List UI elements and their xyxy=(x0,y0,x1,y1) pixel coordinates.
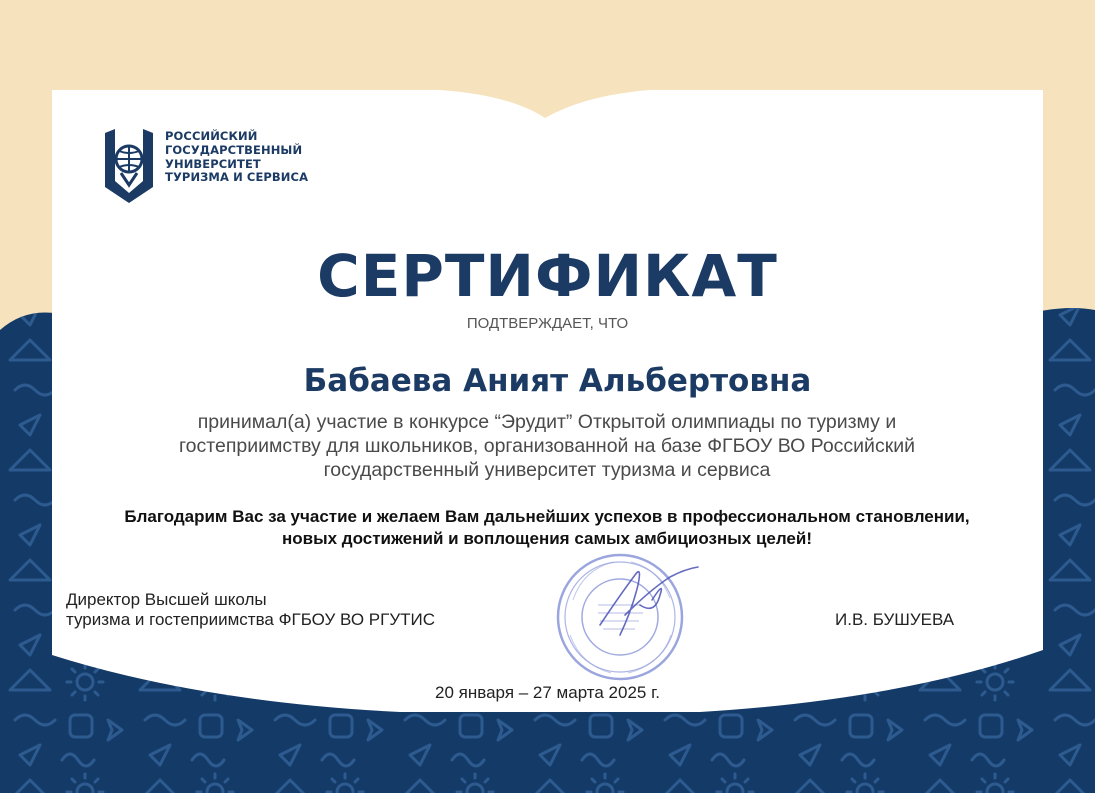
university-logo-text xyxy=(165,130,365,185)
director-line: Директор Высшей школы xyxy=(66,590,267,609)
signer-name: И.В. БУШУЕВА xyxy=(835,610,955,629)
director-title xyxy=(66,590,435,630)
thanks-line: Благодарим Вас за участие и желаем Вам дальнейших успехов в профессиональном становлении, xyxy=(124,507,970,526)
logo-line: ТУРИЗМА И СЕРВИСА xyxy=(165,170,309,185)
recipient-name: Бабаева Аният Альбертовна xyxy=(303,363,812,399)
participation-description xyxy=(97,410,997,482)
thanks-message xyxy=(47,506,1047,550)
director-line: туризма и гостеприимства ФГБОУ ВО РГУТИС xyxy=(66,610,436,629)
certificate-title: СЕРТИФИКАТ xyxy=(317,242,778,310)
description-line: гостеприимству для школьников, организованной на базе ФГБОУ ВО Российский xyxy=(178,435,916,457)
description-line: государственный университет туризма и сервиса xyxy=(323,459,771,481)
university-emblem-icon xyxy=(103,127,155,203)
logo-line: РОССИЙСКИЙ xyxy=(165,129,258,143)
event-dates: 20 января – 27 марта 2025 г. xyxy=(435,683,660,702)
description-line: принимал(а) участие в конкурсе “Эрудит” Открытой олимпиады по туризму и xyxy=(197,411,897,433)
logo-line: УНИВЕРСИТЕТ xyxy=(165,156,261,171)
signature-icon xyxy=(580,555,700,645)
logo-line: ГОСУДАРСТВЕННЫЙ xyxy=(165,142,303,157)
thanks-line: новых достижений и воплощения самых амбициозных целей! xyxy=(282,529,812,548)
certificate-subtitle: ПОДТВЕРЖДАЕТ, ЧТО xyxy=(466,315,629,332)
